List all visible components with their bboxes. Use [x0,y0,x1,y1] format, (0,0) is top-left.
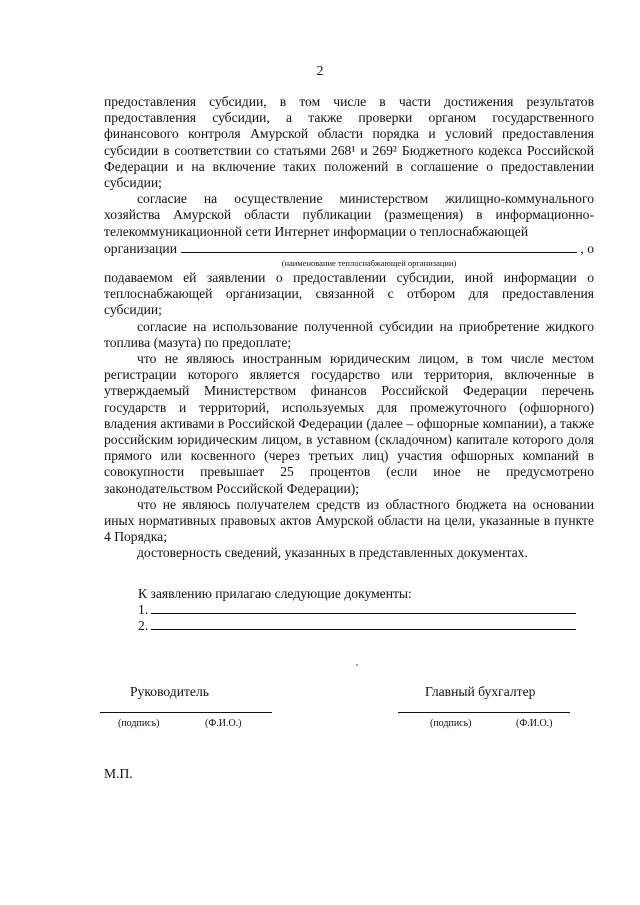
attachment-field-2[interactable] [151,618,576,630]
organization-label: организации [104,240,177,256]
director-title: Руководитель [130,684,209,699]
attachment-field-1[interactable] [151,602,576,614]
attachment-number-1: 1. [138,601,149,617]
paragraph-fuel-consent: согласие на использование полученной субсидии на приобретение жидкого топлива (мазута) по предоплате; [104,318,594,350]
paragraph-accuracy: достоверность сведений, указанных в представленных документах. [137,545,528,561]
organization-name-line [104,240,594,257]
chief-accountant-title: Главный бухгалтер [425,684,536,699]
paragraph-publication-cont: подаваемом ей заявлении о предоставлении субсидии, иной информации о теплоснабжающей организации, связанной с отбором для предоставления субсидии; [104,270,594,318]
paragraph-other-funds-declaration: что не являюсь получателем средств из областного бюджета на основании иных нормативных правовых актов Амурской области на цели, указанные в пункте 4 Порядка; [104,496,594,545]
director-signature-line[interactable] [100,712,272,713]
paragraph-subsidy-control: предоставления субсидии, в том числе в части достижения результатов предоставления субсидии, а также проверки органом государственного финансового контроля Амурской области порядка и условий предоставления субсидии в соответствии со статьями 268¹ и 269² Бюджетного кодекса Российской Федерации и на включение таких положений в соглашение о предоставлении субсидии; [104,94,594,191]
attachment-row-2 [138,618,576,634]
chief-accountant-signature-line[interactable] [398,712,570,713]
director-signature-caption: (подпись) [118,718,160,729]
organization-name-field[interactable] [181,240,577,253]
attachments-section [138,586,594,635]
director-name-caption: (Ф.И.О.) [205,718,242,729]
organization-caption: (наименование теплоснабжающей организации) [281,258,457,269]
organization-suffix: , о [580,240,594,256]
document-body [104,94,594,634]
stamp-label: М.П. [104,766,133,781]
paragraph-offshore-declaration: что не являюсь иностранным юридическим лицом, в том числе местом регистрации которого является государство или территория, включенные в утверждаемый Министерством финансов Российской Федерации перечень государств и территорий, используемых для промежуточного (офшорного) владения активами в Российской Федерации (далее – офшорные компании), а также российским юридическим лицом, в уставном (складочном) капитале которого доля прямого или косвенного (через третьих лиц) участия офшорных компаний в совокупности превышает 25 процентов (если иное не предусмотрено законодательством Российской Федерации); [104,351,594,496]
attachment-number-2: 2. [138,618,149,634]
page-number: 2 [316,64,324,79]
paragraph-publication-consent: согласие на осуществление министерством жилищно-коммунального хозяйства Амурской области публикации (размещения) в информационно-телекоммуникационной сети Интернет информации о теплоснабжающей [104,191,594,239]
attachments-intro: К заявлению прилагаю следующие документы: [138,585,412,601]
chief-accountant-name-caption: (Ф.И.О.) [516,718,553,729]
attachment-row-1 [138,602,576,618]
chief-accountant-signature-caption: (подпись) [430,718,472,729]
stray-dot [356,664,358,666]
